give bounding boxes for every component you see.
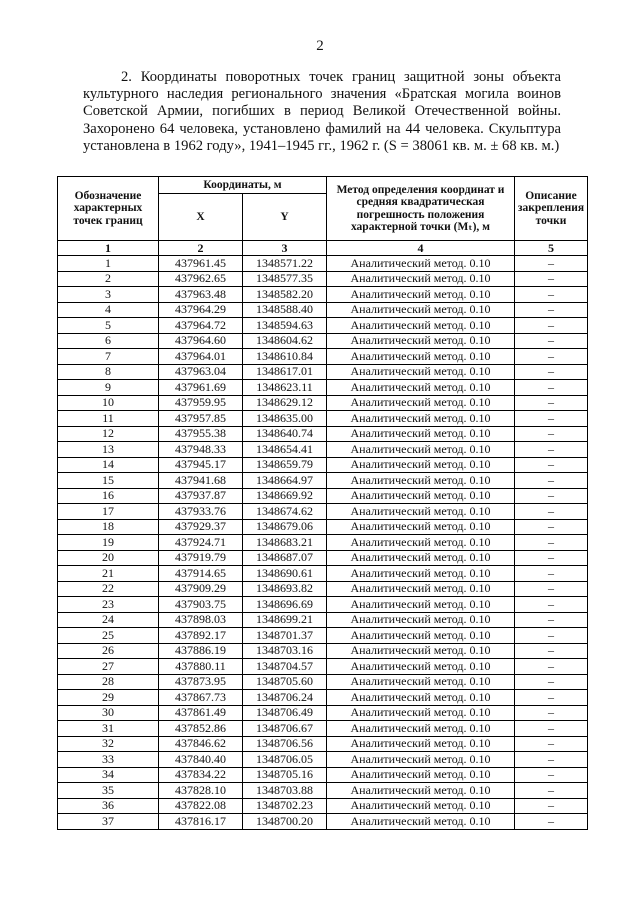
table-row [58,798,588,814]
point-number-cell: 11 [58,411,159,427]
y-coordinate-cell: 1348659.79 [243,457,327,473]
method-cell: Аналитический метод. 0.10 [327,690,515,706]
table-row [58,488,588,504]
description-cell: – [515,364,588,380]
method-cell: Аналитический метод. 0.10 [327,814,515,830]
method-cell: Аналитический метод. 0.10 [327,783,515,799]
table-row [58,271,588,287]
x-coordinate-cell: 437955.38 [159,426,243,442]
x-coordinate-cell: 437929.37 [159,519,243,535]
description-cell: – [515,380,588,396]
method-cell: Аналитический метод. 0.10 [327,504,515,520]
point-number-cell: 22 [58,581,159,597]
table-row [58,597,588,613]
table-row [58,628,588,644]
y-coordinate-cell: 1348705.60 [243,674,327,690]
method-cell: Аналитический метод. 0.10 [327,752,515,768]
table-row [58,705,588,721]
description-cell: – [515,411,588,427]
description-cell: – [515,783,588,799]
point-number-cell: 9 [58,380,159,396]
table-row [58,318,588,334]
table-row [58,519,588,535]
y-coordinate-cell: 1348706.67 [243,721,327,737]
table-row [58,643,588,659]
column-number: 4 [327,241,515,256]
description-cell: – [515,736,588,752]
table-row [58,380,588,396]
method-cell: Аналитический метод. 0.10 [327,535,515,551]
y-coordinate-cell: 1348683.21 [243,535,327,551]
point-number-cell: 25 [58,628,159,644]
description-cell: – [515,597,588,613]
description-cell: – [515,287,588,303]
y-coordinate-cell: 1348577.35 [243,271,327,287]
point-number-cell: 3 [58,287,159,303]
description-cell: – [515,814,588,830]
x-coordinate-cell: 437964.01 [159,349,243,365]
method-cell: Аналитический метод. 0.10 [327,287,515,303]
method-cell: Аналитический метод. 0.10 [327,380,515,396]
y-coordinate-cell: 1348604.62 [243,333,327,349]
method-cell: Аналитический метод. 0.10 [327,256,515,272]
table-row [58,256,588,272]
x-coordinate-cell: 437948.33 [159,442,243,458]
header-x: X [159,194,243,241]
table-row [58,411,588,427]
page-number: 2 [316,38,324,54]
description-cell: – [515,612,588,628]
point-number-cell: 20 [58,550,159,566]
table-row [58,395,588,411]
column-number: 2 [159,241,243,256]
description-cell: – [515,674,588,690]
x-coordinate-cell: 437846.62 [159,736,243,752]
description-cell: – [515,690,588,706]
y-coordinate-cell: 1348696.69 [243,597,327,613]
header-description: Описание закрепления точки [515,177,588,241]
point-number-cell: 37 [58,814,159,830]
y-coordinate-cell: 1348690.61 [243,566,327,582]
method-cell: Аналитический метод. 0.10 [327,721,515,737]
point-number-cell: 34 [58,767,159,783]
y-coordinate-cell: 1348674.62 [243,504,327,520]
description-cell: – [515,643,588,659]
point-number-cell: 33 [58,752,159,768]
x-coordinate-cell: 437886.19 [159,643,243,659]
point-number-cell: 23 [58,597,159,613]
point-number-cell: 29 [58,690,159,706]
method-cell: Аналитический метод. 0.10 [327,457,515,473]
method-cell: Аналитический метод. 0.10 [327,488,515,504]
method-cell: Аналитический метод. 0.10 [327,364,515,380]
point-number-cell: 26 [58,643,159,659]
description-cell: – [515,581,588,597]
x-coordinate-cell: 437924.71 [159,535,243,551]
x-coordinate-cell: 437933.76 [159,504,243,520]
method-cell: Аналитический метод. 0.10 [327,628,515,644]
description-cell: – [515,473,588,489]
description-cell: – [515,628,588,644]
table-row [58,767,588,783]
point-number-cell: 12 [58,426,159,442]
point-number-cell: 7 [58,349,159,365]
description-cell: – [515,442,588,458]
table-row [58,612,588,628]
method-cell: Аналитический метод. 0.10 [327,395,515,411]
intro-paragraph: 2. Координаты поворотных точек границ защитной зоны объекта культурного наследия регионального значения «Братская могила воинов Советской Армии, погибших в период Великой Отечественной войны. Захоронено 64 человека, установлено фамилий на 44 человека. Скульптура установлена в 1962 году», 1941–1945 гг., 1962 г. (S = 38061 кв. м. ± 68 кв. м.) [83,69,561,154]
method-cell: Аналитический метод. 0.10 [327,597,515,613]
y-coordinate-cell: 1348699.21 [243,612,327,628]
description-cell: – [515,271,588,287]
description-cell: – [515,659,588,675]
x-coordinate-cell: 437961.45 [159,256,243,272]
table-row [58,752,588,768]
method-cell: Аналитический метод. 0.10 [327,581,515,597]
description-cell: – [515,302,588,318]
point-number-cell: 32 [58,736,159,752]
column-number-row [58,241,588,256]
point-number-cell: 2 [58,271,159,287]
point-number-cell: 4 [58,302,159,318]
table-row [58,473,588,489]
y-coordinate-cell: 1348701.37 [243,628,327,644]
y-coordinate-cell: 1348582.20 [243,287,327,303]
y-coordinate-cell: 1348705.16 [243,767,327,783]
point-number-cell: 17 [58,504,159,520]
y-coordinate-cell: 1348654.41 [243,442,327,458]
x-coordinate-cell: 437957.85 [159,411,243,427]
description-cell: – [515,535,588,551]
x-coordinate-cell: 437903.75 [159,597,243,613]
table-row [58,690,588,706]
point-number-cell: 28 [58,674,159,690]
method-cell: Аналитический метод. 0.10 [327,318,515,334]
point-number-cell: 19 [58,535,159,551]
table-row [58,457,588,473]
x-coordinate-cell: 437959.95 [159,395,243,411]
x-coordinate-cell: 437834.22 [159,767,243,783]
x-coordinate-cell: 437937.87 [159,488,243,504]
method-cell: Аналитический метод. 0.10 [327,798,515,814]
description-cell: – [515,318,588,334]
method-cell: Аналитический метод. 0.10 [327,349,515,365]
y-coordinate-cell: 1348571.22 [243,256,327,272]
table-row [58,566,588,582]
table-row [58,302,588,318]
method-cell: Аналитический метод. 0.10 [327,333,515,349]
method-cell: Аналитический метод. 0.10 [327,302,515,318]
column-number: 5 [515,241,588,256]
header-method: Метод определения координат и средняя квадратическая погрешность положения характерной точки (Мₜ), м [327,177,515,241]
x-coordinate-cell: 437961.69 [159,380,243,396]
description-cell: – [515,395,588,411]
point-number-cell: 13 [58,442,159,458]
description-cell: – [515,767,588,783]
x-coordinate-cell: 437941.68 [159,473,243,489]
table-row [58,287,588,303]
method-cell: Аналитический метод. 0.10 [327,674,515,690]
x-coordinate-cell: 437945.17 [159,457,243,473]
x-coordinate-cell: 437861.49 [159,705,243,721]
point-number-cell: 14 [58,457,159,473]
point-number-cell: 15 [58,473,159,489]
x-coordinate-cell: 437840.40 [159,752,243,768]
coordinates-table [57,176,588,830]
y-coordinate-cell: 1348703.16 [243,643,327,659]
y-coordinate-cell: 1348588.40 [243,302,327,318]
table-row [58,659,588,675]
column-number: 3 [243,241,327,256]
point-number-cell: 24 [58,612,159,628]
y-coordinate-cell: 1348706.05 [243,752,327,768]
description-cell: – [515,519,588,535]
method-cell: Аналитический метод. 0.10 [327,566,515,582]
y-coordinate-cell: 1348679.06 [243,519,327,535]
x-coordinate-cell: 437962.65 [159,271,243,287]
column-number: 1 [58,241,159,256]
table-row [58,535,588,551]
method-cell: Аналитический метод. 0.10 [327,550,515,566]
header-coordinates: Координаты, м [159,177,327,194]
point-number-cell: 21 [58,566,159,582]
y-coordinate-cell: 1348623.11 [243,380,327,396]
x-coordinate-cell: 437964.29 [159,302,243,318]
table-row [58,674,588,690]
y-coordinate-cell: 1348693.82 [243,581,327,597]
y-coordinate-cell: 1348664.97 [243,473,327,489]
description-cell: – [515,798,588,814]
header-point-designation: Обозначение характерных точек границ [58,177,159,241]
description-cell: – [515,488,588,504]
point-number-cell: 18 [58,519,159,535]
table-row [58,442,588,458]
x-coordinate-cell: 437822.08 [159,798,243,814]
method-cell: Аналитический метод. 0.10 [327,659,515,675]
table-row [58,550,588,566]
table-row [58,783,588,799]
table-row [58,426,588,442]
x-coordinate-cell: 437964.60 [159,333,243,349]
description-cell: – [515,504,588,520]
method-cell: Аналитический метод. 0.10 [327,442,515,458]
y-coordinate-cell: 1348700.20 [243,814,327,830]
method-cell: Аналитический метод. 0.10 [327,612,515,628]
table-row [58,736,588,752]
y-coordinate-cell: 1348702.23 [243,798,327,814]
table-row [58,364,588,380]
x-coordinate-cell: 437919.79 [159,550,243,566]
y-coordinate-cell: 1348704.57 [243,659,327,675]
x-coordinate-cell: 437880.11 [159,659,243,675]
y-coordinate-cell: 1348594.63 [243,318,327,334]
description-cell: – [515,721,588,737]
point-number-cell: 36 [58,798,159,814]
x-coordinate-cell: 437873.95 [159,674,243,690]
description-cell: – [515,566,588,582]
y-coordinate-cell: 1348706.49 [243,705,327,721]
point-number-cell: 16 [58,488,159,504]
table-row [58,504,588,520]
point-number-cell: 6 [58,333,159,349]
method-cell: Аналитический метод. 0.10 [327,473,515,489]
x-coordinate-cell: 437828.10 [159,783,243,799]
method-cell: Аналитический метод. 0.10 [327,426,515,442]
method-cell: Аналитический метод. 0.10 [327,411,515,427]
table-header [58,177,588,241]
point-number-cell: 10 [58,395,159,411]
description-cell: – [515,457,588,473]
point-number-cell: 31 [58,721,159,737]
y-coordinate-cell: 1348629.12 [243,395,327,411]
method-cell: Аналитический метод. 0.10 [327,271,515,287]
x-coordinate-cell: 437964.72 [159,318,243,334]
table-row [58,581,588,597]
x-coordinate-cell: 437898.03 [159,612,243,628]
point-number-cell: 1 [58,256,159,272]
table-row [58,814,588,830]
point-number-cell: 35 [58,783,159,799]
x-coordinate-cell: 437892.17 [159,628,243,644]
x-coordinate-cell: 437963.48 [159,287,243,303]
description-cell: – [515,752,588,768]
x-coordinate-cell: 437867.73 [159,690,243,706]
table-row [58,333,588,349]
x-coordinate-cell: 437909.29 [159,581,243,597]
y-coordinate-cell: 1348706.24 [243,690,327,706]
method-cell: Аналитический метод. 0.10 [327,705,515,721]
y-coordinate-cell: 1348706.56 [243,736,327,752]
method-cell: Аналитический метод. 0.10 [327,643,515,659]
y-coordinate-cell: 1348703.88 [243,783,327,799]
method-cell: Аналитический метод. 0.10 [327,767,515,783]
y-coordinate-cell: 1348669.92 [243,488,327,504]
point-number-cell: 30 [58,705,159,721]
description-cell: – [515,349,588,365]
description-cell: – [515,256,588,272]
description-cell: – [515,705,588,721]
table-row [58,721,588,737]
y-coordinate-cell: 1348635.00 [243,411,327,427]
y-coordinate-cell: 1348610.84 [243,349,327,365]
x-coordinate-cell: 437816.17 [159,814,243,830]
x-coordinate-cell: 437963.04 [159,364,243,380]
method-cell: Аналитический метод. 0.10 [327,736,515,752]
description-cell: – [515,333,588,349]
y-coordinate-cell: 1348617.01 [243,364,327,380]
description-cell: – [515,426,588,442]
y-coordinate-cell: 1348640.74 [243,426,327,442]
header-y: Y [243,194,327,241]
method-cell: Аналитический метод. 0.10 [327,519,515,535]
y-coordinate-cell: 1348687.07 [243,550,327,566]
table-row [58,349,588,365]
point-number-cell: 5 [58,318,159,334]
description-cell: – [515,550,588,566]
point-number-cell: 27 [58,659,159,675]
x-coordinate-cell: 437852.86 [159,721,243,737]
point-number-cell: 8 [58,364,159,380]
x-coordinate-cell: 437914.65 [159,566,243,582]
